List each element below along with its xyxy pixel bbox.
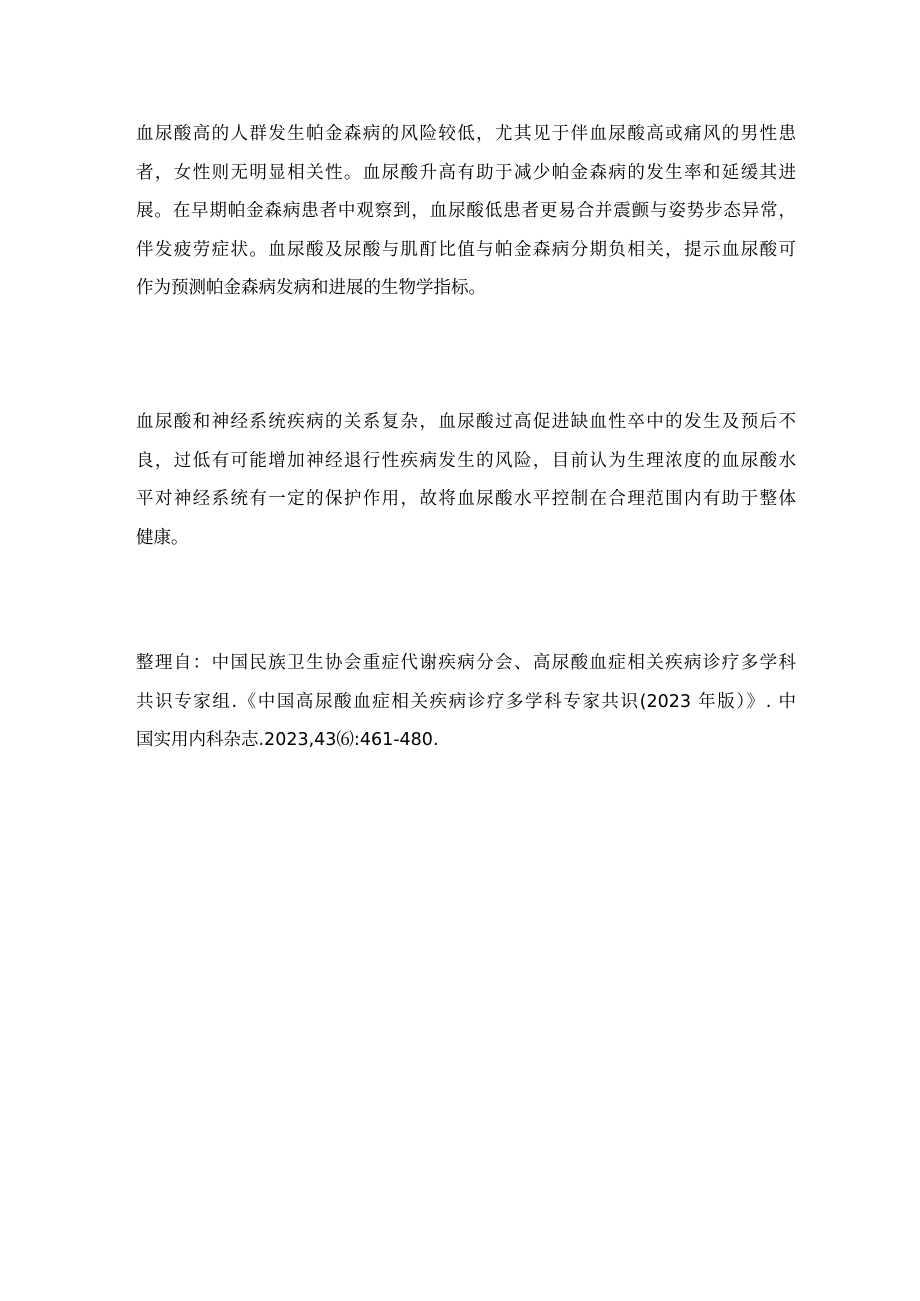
- paragraph-parkinsons: [136, 115, 796, 308]
- paragraph-neurological: [136, 403, 796, 557]
- paragraph-citation: [136, 644, 796, 760]
- paragraph-line: 良，过低有可能增加神经退行性疾病发生的风险，目前认为生理浓度的血尿酸水: [136, 450, 796, 471]
- paragraph-line: 血尿酸高的人群发生帕金森病的风险较低，尤其见于伴血尿酸高或痛风的男性患: [136, 124, 796, 144]
- paragraph-line: 伴发疲劳症状。血尿酸及尿酸与肌酊比值与帕金森病分期负相关，提示血尿酸可: [136, 239, 796, 260]
- paragraph-line: 者，女性则无明显相关性。血尿酸升高有助于减少帕金森病的发生率和延缓其进: [136, 162, 796, 183]
- paragraph-line: 血尿酸和神经系统疾病的关系复杂，血尿酸过高促进缺血性卒中的发生及预后不: [136, 412, 796, 432]
- citation-line: 共识专家组.《中国高尿酸血症相关疾病诊疗多学科专家共识(2023 年版）》. 中: [136, 691, 796, 712]
- paragraph-line: 作为预测帕金森病发病和进展的生物学指标。: [136, 278, 486, 298]
- citation-line: 整理自：中国民族卫生协会重症代谢疾病分会、高尿酸血症相关疾病诊疗多学科: [136, 653, 796, 673]
- paragraph-line: 平对神经系统有一定的保护作用，故将血尿酸水平控制在合理范围内有助于整体: [136, 489, 796, 509]
- paragraph-line: 健康。: [136, 527, 189, 548]
- paragraph-line: 展。在早期帕金森病患者中观察到，血尿酸低患者更易合并震颤与姿势步态异常，: [136, 201, 796, 221]
- citation-line: 国实用内科杂志.2023,43⑹:461-480.: [136, 730, 439, 750]
